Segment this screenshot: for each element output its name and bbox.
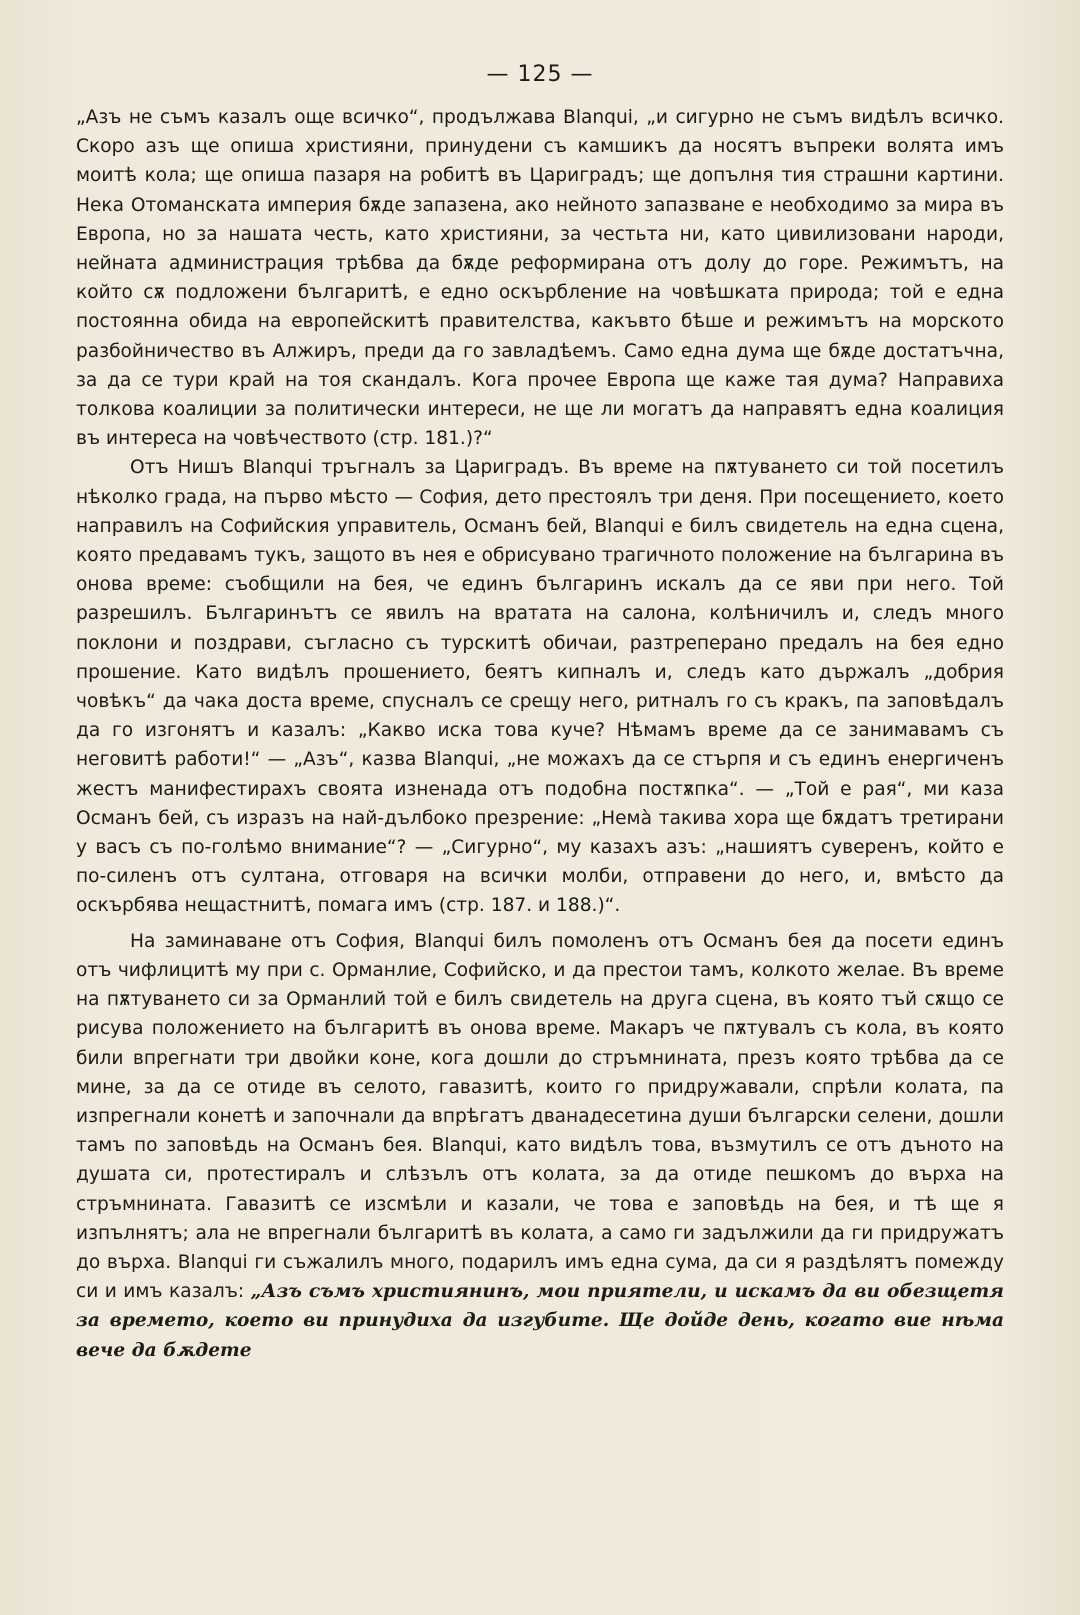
paragraph-departure-sofia [76, 927, 1004, 1365]
page-number: — 125 — [486, 62, 594, 87]
paragraph-departure-sofia-text: На заминаване отъ София, Blanqui билъ помоленъ отъ Османъ бея да посети единъ отъ чифлицитѣ му при с. Орманлие, Софийско, и да престои тамъ, колкото желае. Въ време на пѫтуването си за Орманлий той е билъ свидетель на друга сцена, въ която тъй сѫщо се рисува положението на българитѣ въ онова време. Макаръ че пѫтувалъ съ кола, въ която били впрегнати три двойки коне, кога дошли до стръмнината, презъ която трѣбва да се мине, за да се отиде въ селото, гавазитѣ, които го придружавали, спрѣли колата, па изпрегнали конетѣ и започнали да впрѣгатъ дванадесетина души български селени, дошли тамъ по заповѣдь на Османъ бея. Blanqui, като видѣлъ това, възмутилъ се отъ дъното на душата си, протестиралъ и слѣзълъ отъ колата, за да отиде пешкомъ до върха на стръмнината. Гавазитѣ се изсмѣли и казали, че това е заповѣдь на бея, и тѣ ще я изпълнятъ; ала не впрегнали българитѣ въ колата, а само ги задължили да ги придружатъ до върха. Blanqui ги съжалилъ много, подарилъ имъ една сума, да си я раздѣлятъ помежду си и имъ казалъ: [76, 930, 1004, 1303]
body-text [76, 103, 1004, 1365]
paragraph-nish-to-tsarigrad: Отъ Нишъ Blanqui тръгналъ за Цариградъ. Въ време на пѫтуването си той посетилъ нѣколко града, на първо мѣсто — София, дето престоялъ три деня. При посещението, което направилъ на Софийския управитель, Османъ бей, Blanqui е билъ свидетель на една сцена, която предавамъ тукъ, защото въ нея е обрисувано трагичното положение на българина въ онова време: съобщили на бея, че единъ българинъ искалъ да се яви при него. Той разрешилъ. Българинътъ се явилъ на вратата на салона, колѣничилъ и, следъ много поклони и поздрави, съгласно съ турскитѣ обичаи, разтреперано предалъ на бея едно прошение. Като видѣлъ прошението, беятъ кипналъ и, следъ като държалъ „добрия човѣкъ“ да чака доста време, спусналъ се срещу него, ритналъ го съ кракъ, па заповѣдалъ да го изгонятъ и казалъ: „Какво иска това куче? Нѣмамъ време да се занимавамъ съ неговитѣ работи!“ — „Азъ“, казва Blanqui, „не можахъ да се стърпя и съ единъ енергиченъ жестъ манифестирахъ своята изненада отъ подобна постѫпка“. — „Той е рая“, ми каза Османъ бей, съ изразъ на най-дълбоко презрение: „Нема̀ такива хора ще бѫдатъ третирани у васъ съ по-голѣмо внимание“? — „Сигурно“, му казахъ азъ: „нашиятъ суверенъ, който е по-силенъ отъ султана, отговаря на всички молби, отправени до него, и, вмѣсто да оскърбява нещастнитѣ, помага имъ (стр. 187. и 188.)“. [76, 457, 1004, 917]
paragraph-quote-blanqui: „Азъ не съмъ казалъ още всичко“, продължава Blanqui, „и сигурно не съмъ видѣлъ всичко. Скоро азъ ще опиша християни, принудени съ камшикъ да носятъ въпреки волята имъ моитѣ кола; ще опиша пазаря на робитѣ въ Цариградъ; ще допълня тия страшни картини. Нека Отоманската империя бѫде запазена, ако нейното запазване е необходимо за мира въ Европа, но за нашата честь, като християни, за честьта ни, като цивилизовани народи, нейната администрация трѣбва да бѫде реформирана отъ долу до горе. Режимътъ, на който сѫ подложени българитѣ, е едно оскърбление на човѣшката природа; той е една постоянна обида на европейскитѣ правителства, какъвто бѣше и режимътъ на морското разбойничество въ Алжиръ, преди да го завладѣемъ. Само една дума ще бѫде достатъчна, за да се тури край на тоя скандалъ. Кога прочее Европа ще каже тая дума? Направиха толкова коалиции за политически интереси, не ще ли могатъ да направятъ една коалиция въ интереса на човѣчеството (стр. 181.)?“ [76, 107, 1004, 450]
italic-quote: „Азъ съмъ християнинъ, мои приятели, и искамъ да ви обезщетя за времето, което ви принудиха да изгубите. Ще дойде день, когато вие нѣма вече да бѫдете [76, 1281, 1004, 1361]
